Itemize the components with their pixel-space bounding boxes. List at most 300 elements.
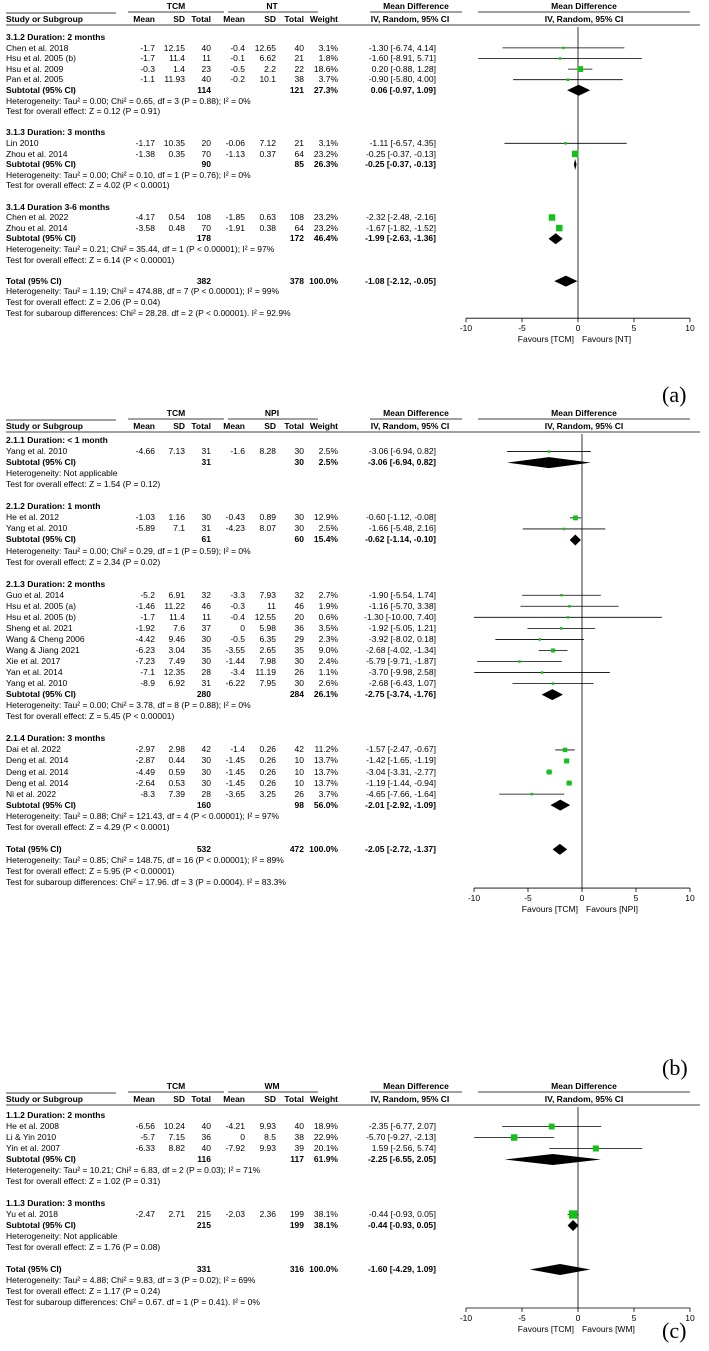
study-name: Li & Yin 2010 bbox=[6, 1132, 57, 1142]
mean-difference-ci: -0.44 [-0.93, 0.05] bbox=[368, 1209, 436, 1219]
tcm-mean: -8.3 bbox=[140, 788, 155, 799]
ctrl-sd: 7.93 bbox=[259, 589, 276, 600]
ctrl-total: 30 bbox=[294, 678, 304, 689]
ci-plot-header: IV, Random, 95% CI bbox=[544, 14, 624, 24]
point-estimate bbox=[562, 47, 565, 50]
ctrl-mean: -0.06 bbox=[225, 138, 245, 148]
mean-difference-ci: -1.66 [-5.48, 2.16] bbox=[368, 523, 436, 534]
study-name: He et al. 2012 bbox=[6, 512, 59, 523]
tcm-total: 40 bbox=[201, 74, 211, 85]
subtotal-diamond bbox=[570, 534, 581, 545]
tcm-group-header: TCM bbox=[166, 1, 186, 11]
weight: 13.7% bbox=[313, 777, 338, 788]
ctrl-sd: 5.98 bbox=[259, 622, 276, 633]
ctrl-sd: 7.98 bbox=[259, 656, 276, 666]
study-name: Chen et al. 2022 bbox=[6, 212, 69, 223]
subtotal-diamond bbox=[568, 1220, 579, 1231]
subtotal-diamond bbox=[550, 800, 570, 811]
ctrl-mean: -0.4 bbox=[230, 42, 245, 53]
tcm-mean: -5.7 bbox=[140, 1132, 155, 1142]
weight: 23.2% bbox=[313, 212, 338, 223]
mean-header: Mean bbox=[133, 1094, 155, 1104]
mean-difference-ci: -1.11 [-6.57, 4.35] bbox=[369, 138, 436, 148]
ctrl-total: 21 bbox=[294, 53, 304, 64]
total-header: Total bbox=[191, 1094, 211, 1104]
weight: 2.4% bbox=[318, 656, 338, 666]
mean-difference-ci: -2.05 [-2.72, -1.37] bbox=[365, 843, 436, 854]
ctrl-total: 199 bbox=[289, 1220, 304, 1230]
ctrl-total: 20 bbox=[294, 611, 304, 622]
subgroup-title: 1.1.2 Duration: 2 months bbox=[6, 1110, 106, 1120]
weight: 23.2% bbox=[313, 148, 338, 159]
weight: 26.3% bbox=[313, 159, 338, 170]
study-name: Xie et al. 2017 bbox=[6, 656, 61, 666]
subgroup-title: 3.1.2 Duration: 2 months bbox=[6, 32, 106, 42]
tcm-sd: 1.4 bbox=[173, 63, 185, 74]
weight: 3.1% bbox=[318, 42, 338, 53]
weight: 13.7% bbox=[313, 755, 338, 766]
ctrl-sd: 0.26 bbox=[259, 777, 276, 788]
mean-difference-ci: -0.90 [-5.80, 4.00] bbox=[368, 74, 436, 85]
ctrl-mean: -1.44 bbox=[225, 656, 245, 666]
study-name: Yan et al. 2014 bbox=[6, 667, 63, 678]
weight: 56.0% bbox=[313, 799, 338, 810]
tcm-sd: 6.92 bbox=[168, 678, 185, 689]
subgroup-title: 2.1.3 Duration: 2 months bbox=[6, 578, 106, 589]
tcm-total: 31 bbox=[201, 457, 211, 468]
ctrl-total: 42 bbox=[294, 744, 304, 755]
ctrl-mean: -1.6 bbox=[230, 446, 245, 457]
tcm-mean: -6.56 bbox=[135, 1121, 155, 1131]
study-name: Yin et al. 2007 bbox=[6, 1143, 61, 1153]
subtotal-label: Subtotal (95% CI) bbox=[6, 534, 76, 545]
total-header: Total bbox=[284, 14, 304, 24]
tcm-mean: -4.17 bbox=[135, 212, 155, 223]
tcm-total: 382 bbox=[196, 275, 211, 286]
subtotal-label: Subtotal (95% CI) bbox=[6, 159, 76, 170]
ctrl-sd: 8.5 bbox=[264, 1132, 276, 1142]
ci-header: IV, Random, 95% CI bbox=[370, 421, 450, 431]
mean-difference-header: Mean Difference bbox=[383, 1, 449, 11]
ctrl-mean: -1.45 bbox=[225, 777, 245, 788]
tcm-group-header: TCM bbox=[166, 1081, 186, 1091]
mean-header: Mean bbox=[133, 421, 155, 431]
tcm-sd: 0.53 bbox=[168, 777, 185, 788]
point-estimate bbox=[564, 142, 567, 145]
footnote: Test for overall effect: Z = 1.17 (P = 0.24) bbox=[6, 1286, 161, 1296]
footnote: Test for overall effect: Z = 5.45 (P < 0.00001) bbox=[6, 711, 175, 722]
tcm-sd: 7.15 bbox=[168, 1132, 185, 1142]
tcm-total: 160 bbox=[196, 799, 211, 810]
mean-difference-ci: -1.67 [-1.82, -1.52] bbox=[366, 222, 436, 233]
ctrl-mean: -0.43 bbox=[225, 512, 245, 523]
weight: 13.7% bbox=[313, 766, 338, 777]
tick-label: 0 bbox=[579, 893, 585, 904]
mean-difference-ci: -1.57 [-2.47, -0.67] bbox=[366, 744, 436, 755]
tcm-sd: 11.93 bbox=[164, 74, 185, 85]
favours-right: Favours [NPI] bbox=[586, 904, 638, 915]
tcm-total: 178 bbox=[196, 233, 211, 244]
favours-right: Favours [WM] bbox=[582, 1324, 635, 1334]
tcm-mean: -0.3 bbox=[140, 63, 155, 74]
footnote: Heterogeneity: Tau² = 1.19; Chi² = 474.88, df = 7 (P < 0.00001); I² = 99% bbox=[6, 286, 280, 297]
tcm-mean: -1.46 bbox=[135, 600, 155, 611]
footnote: Heterogeneity: Tau² = 0.00; Chi² = 0.29, df = 1 (P = 0.59); I² = 0% bbox=[6, 545, 251, 556]
weight-header: Weight bbox=[309, 14, 338, 24]
point-estimate bbox=[593, 1145, 599, 1151]
ctrl-sd: 0.26 bbox=[259, 744, 276, 755]
tcm-total: 35 bbox=[201, 644, 211, 655]
tcm-total: 42 bbox=[201, 744, 211, 755]
tcm-total: 36 bbox=[201, 1132, 211, 1142]
mean-difference-ci: -2.68 [-6.43, 1.07] bbox=[368, 678, 436, 689]
tcm-sd: 12.15 bbox=[163, 42, 185, 53]
point-estimate bbox=[567, 616, 570, 619]
mean-difference-ci: -1.30 [-10.00, 7.40] bbox=[364, 611, 436, 622]
panel-letter: (c) bbox=[662, 1318, 687, 1343]
tcm-total: 40 bbox=[201, 1121, 211, 1131]
tcm-total: 40 bbox=[201, 1143, 211, 1153]
point-estimate bbox=[577, 66, 583, 72]
tcm-sd: 3.04 bbox=[168, 644, 185, 655]
mean-difference-ci: -4.65 [-7.66, -1.64] bbox=[366, 788, 436, 799]
point-estimate bbox=[538, 638, 541, 641]
ctrl-mean: -1.85 bbox=[225, 212, 245, 223]
tcm-mean: -1.92 bbox=[135, 622, 155, 633]
mean-header: Mean bbox=[223, 421, 245, 431]
footnote: Heterogeneity: Tau² = 0.00; Chi² = 3.78, df = 8 (P = 0.88); I² = 0% bbox=[6, 700, 251, 711]
mean-header: Mean bbox=[223, 14, 245, 24]
ctrl-total: 30 bbox=[294, 457, 304, 468]
ctrl-mean: -1.4 bbox=[230, 744, 245, 755]
ctrl-mean: -1.45 bbox=[225, 766, 245, 777]
tick-label: 5 bbox=[631, 323, 637, 334]
ctrl-sd: 0.26 bbox=[259, 755, 276, 766]
ci-plot-header: IV, Random, 95% CI bbox=[544, 421, 624, 431]
ctrl-mean: -0.5 bbox=[230, 633, 245, 644]
ctrl-total: 316 bbox=[289, 1264, 304, 1274]
ctrl-total: 26 bbox=[294, 788, 304, 799]
point-estimate bbox=[568, 605, 571, 608]
ctrl-total: 21 bbox=[294, 138, 304, 148]
tick-label: -10 bbox=[459, 323, 473, 334]
footnote: Heterogeneity: Tau² = 0.00; Chi² = 0.65, df = 3 (P = 0.88); I² = 0% bbox=[6, 95, 251, 106]
weight: 2.3% bbox=[318, 633, 338, 644]
study-name: Deng et al. 2014 bbox=[6, 755, 69, 766]
ctrl-total: 60 bbox=[294, 534, 304, 545]
footnote: Test for overall effect: Z = 1.02 (P = 0.31) bbox=[6, 1176, 161, 1186]
weight: 38.1% bbox=[313, 1209, 338, 1219]
weight: 2.5% bbox=[318, 457, 338, 468]
tcm-sd: 8.82 bbox=[168, 1143, 185, 1153]
point-estimate bbox=[548, 450, 551, 453]
total-header: Total bbox=[284, 1094, 304, 1104]
tcm-mean: -2.47 bbox=[135, 1209, 155, 1219]
ctrl-sd: 12.55 bbox=[254, 611, 276, 622]
ctrl-mean: -0.1 bbox=[230, 53, 245, 64]
ctrl-sd: 8.07 bbox=[259, 523, 276, 534]
ctrl-sd: 7.95 bbox=[259, 678, 276, 689]
mean-difference-ci: -1.08 [-2.12, -0.05] bbox=[365, 275, 436, 286]
tcm-total: 114 bbox=[197, 85, 211, 95]
weight: 3.7% bbox=[318, 74, 338, 85]
footnote: Test for overall effect: Z = 5.95 (P < 0.00001) bbox=[6, 865, 175, 876]
tcm-sd: 1.16 bbox=[168, 512, 185, 523]
weight: 18.6% bbox=[313, 63, 338, 74]
tcm-mean: -5.89 bbox=[135, 523, 155, 534]
ctrl-total: 64 bbox=[294, 222, 304, 233]
tcm-sd: 0.54 bbox=[168, 212, 185, 223]
subgroup-title: 2.1.2 Duration: 1 month bbox=[6, 501, 101, 512]
ctrl-sd: 0.63 bbox=[259, 212, 276, 223]
ctrl-mean: -0.3 bbox=[230, 600, 245, 611]
tcm-total: 108 bbox=[196, 212, 211, 223]
mean-difference-ci: -3.06 [-6.94, 0.82] bbox=[368, 446, 436, 457]
ci-header: IV, Random, 95% CI bbox=[370, 14, 450, 24]
footnote: Heterogeneity: Tau² = 4.88; Chi² = 9.83, df = 3 (P = 0.02); I² = 69% bbox=[6, 1275, 256, 1285]
tick-label: -10 bbox=[467, 893, 481, 904]
ctrl-total: 46 bbox=[294, 600, 304, 611]
subgroup-title: 3.1.4 Duration 3-6 months bbox=[6, 201, 110, 212]
footnote: Test for subaroup differences: Chi² = 28.28. df = 2 (P < 0.00001). I² = 92.9% bbox=[6, 307, 291, 318]
ctrl-mean: -6.22 bbox=[225, 678, 245, 689]
ctrl-total: 199 bbox=[289, 1209, 304, 1219]
weight: 2.5% bbox=[318, 446, 338, 457]
point-estimate bbox=[549, 214, 556, 221]
point-estimate bbox=[563, 748, 568, 753]
ctrl-total: 85 bbox=[294, 159, 304, 170]
tcm-sd: 7.49 bbox=[168, 656, 185, 666]
footnote: Heterogeneity: Not applicable bbox=[6, 468, 118, 479]
mean-difference-ci: -2.75 [-3.74, -1.76] bbox=[365, 689, 436, 700]
footnote: Test for overall effect: Z = 6.14 (P < 0.00001) bbox=[6, 254, 175, 265]
tcm-mean: -2.97 bbox=[135, 744, 155, 755]
weight: 2.7% bbox=[318, 589, 338, 600]
ctrl-total: 26 bbox=[294, 667, 304, 678]
forest-panel-3 bbox=[0, 1080, 709, 1343]
study-name: Wang & Cheng 2006 bbox=[6, 633, 85, 644]
tcm-sd: 11.4 bbox=[169, 611, 185, 622]
study-name: Zhou et al. 2014 bbox=[6, 148, 68, 159]
point-estimate bbox=[530, 793, 533, 796]
mean-difference-ci: -0.60 [-1.12, -0.08] bbox=[366, 512, 436, 523]
ctrl-total: 32 bbox=[294, 589, 304, 600]
ctrl-total: 30 bbox=[294, 523, 304, 534]
tcm-total: 30 bbox=[201, 633, 211, 644]
tcm-sd: 7.1 bbox=[173, 523, 185, 534]
tcm-total: 70 bbox=[201, 148, 211, 159]
subtotal-label: Subtotal (95% CI) bbox=[6, 233, 76, 244]
tick-label: 10 bbox=[685, 1313, 695, 1323]
subtotal-diamond bbox=[549, 233, 563, 244]
tcm-total: 61 bbox=[201, 534, 211, 545]
tcm-sd: 11.22 bbox=[164, 600, 185, 611]
ctrl-sd: 2.2 bbox=[264, 63, 276, 74]
total-header: Total bbox=[284, 421, 304, 431]
footnote: Test for overall effect: Z = 1.76 (P = 0.08) bbox=[6, 1242, 161, 1252]
weight-header: Weight bbox=[309, 1094, 338, 1104]
study-name: Hsu et al. 2005 (b) bbox=[6, 611, 76, 622]
point-estimate bbox=[560, 627, 563, 630]
study-name: Chen et al. 2018 bbox=[6, 42, 69, 53]
weight-header: Weight bbox=[309, 421, 338, 431]
ctrl-total: 35 bbox=[294, 644, 304, 655]
footnote: Test for overall effect: Z = 4.29 (P < 0.0001) bbox=[6, 821, 170, 832]
ctrl-total: 38 bbox=[294, 1132, 304, 1142]
mean-difference-ci: 0.06 [-0.97, 1.09] bbox=[370, 85, 436, 95]
control-group-header: NT bbox=[266, 1, 278, 11]
ci-header: IV, Random, 95% CI bbox=[370, 1094, 450, 1104]
subtotal-diamond bbox=[574, 159, 577, 170]
tcm-sd: 2.98 bbox=[168, 744, 185, 755]
tcm-mean: -6.23 bbox=[135, 644, 155, 655]
ctrl-total: 10 bbox=[294, 755, 304, 766]
ctrl-sd: 6.62 bbox=[259, 53, 276, 64]
mean-difference-ci: -1.60 [-8.91, 5.71] bbox=[368, 53, 436, 64]
ctrl-total: 472 bbox=[289, 843, 304, 854]
point-estimate bbox=[518, 660, 521, 663]
mean-difference-header: Mean Difference bbox=[383, 1081, 449, 1091]
total-header: Total bbox=[191, 14, 211, 24]
tcm-sd: 7.6 bbox=[173, 622, 185, 633]
ctrl-sd: 2.65 bbox=[259, 644, 276, 655]
tcm-total: 31 bbox=[201, 523, 211, 534]
study-name: Lin 2010 bbox=[6, 138, 39, 148]
tcm-sd: 0.59 bbox=[168, 766, 185, 777]
favours-right: Favours [NT] bbox=[582, 334, 632, 345]
ctrl-sd: 7.12 bbox=[259, 138, 276, 148]
ctrl-sd: 0.38 bbox=[259, 222, 276, 233]
point-estimate bbox=[559, 57, 562, 60]
subgroup-title: 1.1.3 Duration: 3 months bbox=[6, 1198, 106, 1208]
mean-difference-ci: -5.70 [-9.27, -2.13] bbox=[366, 1132, 436, 1142]
subtotal-diamond bbox=[542, 689, 563, 700]
ctrl-mean: -7.92 bbox=[225, 1143, 245, 1153]
footnote: Heterogeneity: Tau² = 0.88; Chi² = 121.43, df = 4 (P < 0.00001); I² = 97% bbox=[6, 810, 280, 821]
ctrl-total: 30 bbox=[294, 446, 304, 457]
tcm-total: 46 bbox=[201, 600, 211, 611]
weight: 11.2% bbox=[314, 744, 338, 755]
weight: 3.7% bbox=[318, 788, 338, 799]
ctrl-sd: 0.37 bbox=[259, 148, 276, 159]
ctrl-total: 121 bbox=[289, 85, 304, 95]
study-name: Hsu et al. 2005 (b) bbox=[6, 53, 76, 64]
control-group-header: WM bbox=[264, 1081, 280, 1091]
tick-label: -5 bbox=[524, 893, 532, 904]
study-name: Zhou et al. 2014 bbox=[6, 222, 68, 233]
tcm-sd: 10.35 bbox=[163, 138, 185, 148]
total-label: Total (95% CI) bbox=[6, 1264, 62, 1274]
tcm-sd: 12.35 bbox=[163, 667, 185, 678]
panel-letter: (b) bbox=[662, 1055, 688, 1080]
weight: 3.5% bbox=[318, 622, 338, 633]
footnote: Heterogeneity: Not applicable bbox=[6, 1231, 118, 1241]
tick-label: -5 bbox=[518, 323, 526, 334]
study-name: Dai et al. 2022 bbox=[6, 744, 61, 755]
tcm-total: 215 bbox=[196, 1209, 211, 1219]
tick-label: 10 bbox=[685, 323, 695, 334]
tcm-total: 30 bbox=[201, 766, 211, 777]
mean-difference-ci: -1.16 [-5.70, 3.38] bbox=[368, 600, 436, 611]
tcm-total: 32 bbox=[201, 589, 211, 600]
point-estimate bbox=[567, 78, 570, 81]
tcm-mean: -1.17 bbox=[135, 138, 155, 148]
mean-difference-ci: -2.35 [-6.77, 2.07] bbox=[368, 1121, 436, 1131]
footnote: Heterogeneity: Tau² = 0.85; Chi² = 148.75, df = 16 (P < 0.00001); I² = 89% bbox=[6, 854, 284, 865]
subgroup-title: 2.1.1 Duration: < 1 month bbox=[6, 435, 108, 445]
ctrl-sd: 0.26 bbox=[259, 766, 276, 777]
ctrl-total: 117 bbox=[290, 1154, 304, 1164]
point-estimate bbox=[572, 151, 579, 158]
weight: 1.9% bbox=[318, 600, 338, 611]
ctrl-mean: -1.45 bbox=[225, 755, 245, 766]
tcm-total: 11 bbox=[202, 611, 211, 622]
ctrl-total: 36 bbox=[294, 622, 304, 633]
mean-difference-ci: -2.25 [-6.55, 2.05] bbox=[367, 1154, 436, 1164]
tcm-total: 20 bbox=[201, 138, 211, 148]
study-name: Deng et al. 2014 bbox=[6, 777, 69, 788]
ctrl-sd: 9.93 bbox=[259, 1143, 276, 1153]
ctrl-sd: 6.35 bbox=[259, 633, 276, 644]
weight: 2.5% bbox=[318, 523, 338, 534]
mean-difference-ci: -0.25 [-0.37, -0.13] bbox=[366, 148, 436, 159]
study-name: Yu et al. 2018 bbox=[6, 1209, 58, 1219]
forest-panel-2 bbox=[0, 407, 709, 1080]
mean-difference-ci: 1.59 [-2.56, 5.74] bbox=[371, 1143, 436, 1153]
point-estimate bbox=[560, 594, 563, 597]
weight: 100.0% bbox=[309, 275, 338, 286]
tcm-total: 532 bbox=[196, 843, 211, 854]
point-estimate bbox=[552, 682, 555, 685]
subtotal-label: Subtotal (95% CI) bbox=[6, 799, 76, 810]
study-name: Pan et al. 2005 bbox=[6, 74, 64, 85]
ctrl-mean: -3.55 bbox=[225, 644, 245, 655]
point-estimate bbox=[563, 528, 566, 531]
footnote: Heterogeneity: Tau² = 10.21; Chi² = 6.83, df = 2 (P = 0.03); I² = 71% bbox=[6, 1165, 261, 1175]
ctrl-total: 10 bbox=[294, 766, 304, 777]
mean-difference-plot-header: Mean Difference bbox=[551, 1, 617, 11]
study-name: Wang & Jiang 2021 bbox=[6, 644, 80, 655]
mean-difference-ci: -3.04 [-3.31, -2.77] bbox=[366, 766, 436, 777]
ctrl-sd: 12.65 bbox=[254, 42, 276, 53]
footnote: Test for subaroup differences: Chi² = 0.67. df = 1 (P = 0.41). I² = 0% bbox=[6, 1297, 260, 1307]
weight: 9.0% bbox=[318, 644, 338, 655]
tcm-group-header: TCM bbox=[166, 408, 186, 418]
mean-difference-header: Mean Difference bbox=[383, 408, 449, 418]
mean-difference-ci: -3.92 [-8.02, 0.18] bbox=[368, 633, 436, 644]
weight: 12.9% bbox=[313, 512, 338, 523]
ctrl-total: 40 bbox=[294, 1121, 304, 1131]
ctrl-sd: 2.36 bbox=[259, 1209, 276, 1219]
ctrl-mean: -3.4 bbox=[230, 667, 245, 678]
footnote: Test for subaroup differences: Chi² = 17.96. df = 3 (P = 0.0004). I² = 83.3% bbox=[6, 877, 286, 887]
tcm-total: 28 bbox=[201, 788, 211, 799]
point-estimate bbox=[549, 1124, 555, 1130]
tcm-total: 31 bbox=[201, 446, 211, 457]
study-name: Yang et al. 2010 bbox=[6, 446, 68, 457]
footnote: Heterogeneity: Tau² = 0.00; Chi² = 0.10, df = 1 (P = 0.76); I² = 0% bbox=[6, 169, 251, 180]
ctrl-sd: 9.93 bbox=[259, 1121, 276, 1131]
tcm-sd: 0.48 bbox=[168, 222, 185, 233]
ctrl-total: 98 bbox=[294, 799, 304, 810]
point-estimate bbox=[541, 671, 544, 674]
study-column-header: Study or Subgroup bbox=[6, 14, 83, 24]
tcm-total: 116 bbox=[197, 1154, 211, 1164]
tcm-mean: -3.58 bbox=[135, 222, 155, 233]
study-name: Sheng et al. 2021 bbox=[6, 622, 73, 633]
tcm-total: 37 bbox=[201, 622, 211, 633]
tcm-total: 215 bbox=[196, 1220, 211, 1230]
